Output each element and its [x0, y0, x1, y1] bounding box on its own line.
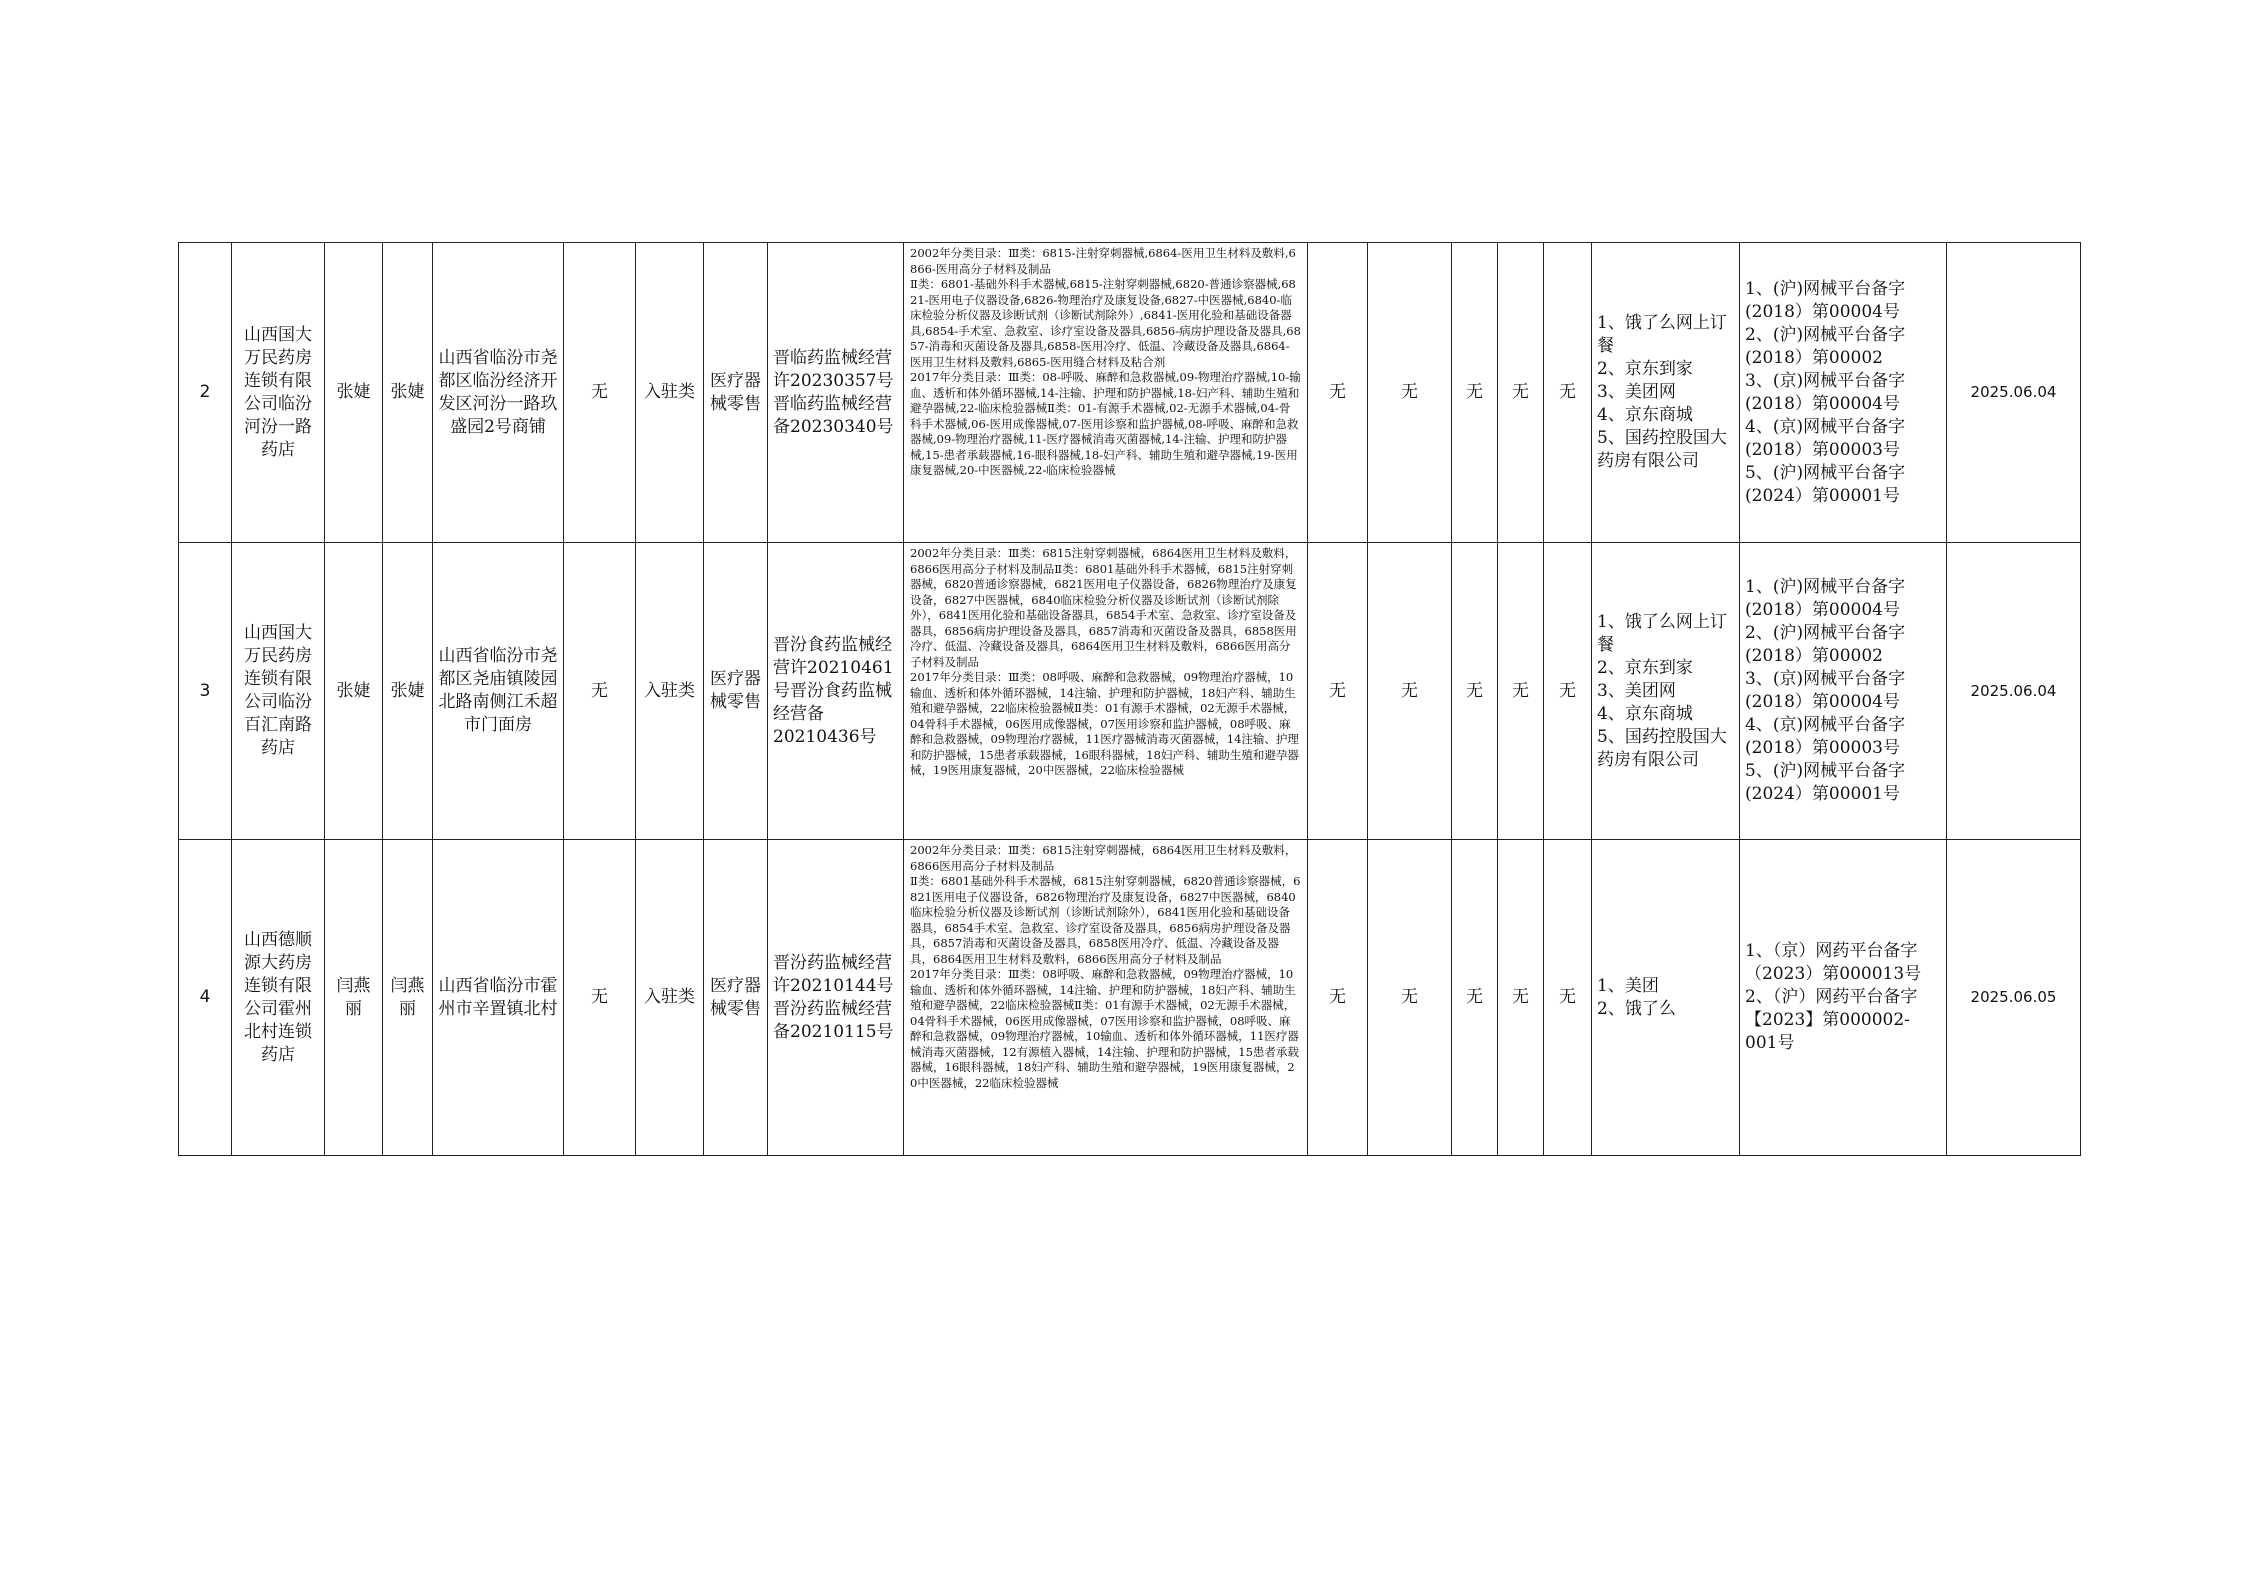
business-type: 医疗器械零售 [704, 543, 768, 840]
platform-record-numbers: 1、(沪)网械平台备字(2018）第00004号 2、(沪)网械平台备字(2018）第00002 3、(京)网械平台备字(2018）第00004号 4、(京)网械平台备字(2018）第00003号 5、(沪)网械平台备字(2024）第00001号 [1740, 243, 1947, 543]
field-c: 无 [1368, 243, 1452, 543]
company-name: 山西德顺源大药房连锁有限公司霍州北村连锁药店 [232, 840, 325, 1156]
field-c: 无 [1368, 840, 1452, 1156]
field-e: 无 [1498, 243, 1544, 543]
business-scope: 2002年分类目录：Ⅲ类：6815注射穿刺器械，6864医用卫生材料及敷料，6866医用高分子材料及制品Ⅱ类：6801基础外科手术器械，6815注射穿刺器械，6820普通诊察器械，6821医用电子仪器设备，6826物理治疗及康复设备，6827中医器械，6840临床检验分析仪器及诊断试剂（诊断试剂除外），6841医用化验和基础设备器具，6854手术室、急救室、诊疗室设备及器具，6856病房护理设备及器具，6857消毒和灭菌设备及器具，6858医用冷疗、低温、冷藏设备及器具，6864医用卫生材料及敷料，6866医用高分子材料及制品 2017年分类目录：Ⅲ类：08呼吸、麻醉和急救器械，09物理治疗器械，10输血、透析和体外循环器械，14注输、护理和防护器械，18妇产科、辅助生殖和避孕器械，22临床检验器械Ⅱ类：01有源手术器械，02无源手术器械，04骨科手术器械，06医用成像器械，07医用诊察和监护器械，08呼吸、麻醉和急救器械，09物理治疗器械，11医疗器械消毒灭菌器械，14注输、护理和防护器械，15患者承载器械，16眼科器械，18妇产科、辅助生殖和避孕器械，19医用康复器械，20中医器械，22临床检验器械 [904, 543, 1308, 840]
platform-type: 入驻类 [636, 840, 704, 1156]
record-date: 2025.06.05 [1947, 840, 2081, 1156]
field-d: 无 [1452, 243, 1498, 543]
field-a: 无 [564, 840, 636, 1156]
table-row [179, 543, 2081, 840]
row-index: 2 [179, 243, 232, 543]
table-row [179, 243, 2081, 543]
field-e: 无 [1498, 840, 1544, 1156]
table-row [179, 840, 2081, 1156]
platform-type: 入驻类 [636, 243, 704, 543]
company-name: 山西国大万民药房连锁有限公司临汾河汾一路药店 [232, 243, 325, 543]
field-d: 无 [1452, 543, 1498, 840]
third-party-platforms: 1、饿了么网上订餐 2、京东到家 3、美团网 4、京东商城 5、国药控股国大药房有限公司 [1592, 243, 1740, 543]
company-name: 山西国大万民药房连锁有限公司临汾百汇南路药店 [232, 543, 325, 840]
person-in-charge: 闫燕丽 [383, 840, 433, 1156]
field-b: 无 [1308, 840, 1368, 1156]
field-f: 无 [1544, 243, 1592, 543]
field-c: 无 [1368, 543, 1452, 840]
business-type: 医疗器械零售 [704, 243, 768, 543]
platform-record-numbers: 1、（京）网药平台备字（2023）第000013号 2、（沪）网药平台备字【2023】第000002-001号 [1740, 840, 1947, 1156]
platform-record-numbers: 1、(沪)网械平台备字(2018）第00004号 2、(沪)网械平台备字(2018）第00002 3、(京)网械平台备字(2018）第00004号 4、(京)网械平台备字(2018）第00003号 5、(沪)网械平台备字(2024）第00001号 [1740, 543, 1947, 840]
field-a: 无 [564, 543, 636, 840]
business-address: 山西省临汾市尧都区尧庙镇陵园北路南侧江禾超市门面房 [433, 543, 564, 840]
platform-type: 入驻类 [636, 543, 704, 840]
registration-table [178, 242, 2081, 1156]
license-number: 晋临药监械经营许20230357号晋临药监械经营备20230340号 [768, 243, 904, 543]
business-address: 山西省临汾市霍州市辛置镇北村 [433, 840, 564, 1156]
person-in-charge: 张婕 [383, 243, 433, 543]
third-party-platforms: 1、美团 2、饿了么 [1592, 840, 1740, 1156]
record-date: 2025.06.04 [1947, 243, 2081, 543]
field-f: 无 [1544, 840, 1592, 1156]
license-number: 晋汾药监械经营许20210144号晋汾药监械经营备20210115号 [768, 840, 904, 1156]
field-d: 无 [1452, 840, 1498, 1156]
field-b: 无 [1308, 243, 1368, 543]
third-party-platforms: 1、饿了么网上订餐 2、京东到家 3、美团网 4、京东商城 5、国药控股国大药房有限公司 [1592, 543, 1740, 840]
business-address: 山西省临汾市尧都区临汾经济开发区河汾一路玖盛园2号商铺 [433, 243, 564, 543]
field-f: 无 [1544, 543, 1592, 840]
field-e: 无 [1498, 543, 1544, 840]
person-in-charge: 张婕 [383, 543, 433, 840]
business-scope: 2002年分类目录：Ⅲ类：6815注射穿刺器械，6864医用卫生材料及敷料，6866医用高分子材料及制品 Ⅱ类：6801基础外科手术器械，6815注射穿刺器械，6820普通诊察器械，6821医用电子仪器设备，6826物理治疗及康复设备，6827中医器械，6840临床检验分析仪器及诊断试剂（诊断试剂除外），6841医用化验和基础设备器具，6854手术室、急救室、诊疗室设备及器具，6856病房护理设备及器具，6857消毒和灭菌设备及器具，6858医用冷疗、低温、冷藏设备及器具，6864医用卫生材料及敷料，6866医用高分子材料及制品 2017年分类目录：Ⅲ类：08呼吸、麻醉和急救器械，09物理治疗器械，10输血、透析和体外循环器械，14注输、护理和防护器械，18妇产科、辅助生殖和避孕器械，22临床检验器械Ⅱ类：01有源手术器械，02无源手术器械，04骨科手术器械，06医用成像器械，07医用诊察和监护器械，08呼吸、麻醉和急救器械，09物理治疗器械，10输血、透析和体外循环器械，11医疗器械消毒灭菌器械，12有源植入器械，14注输、护理和防护器械，15患者承载器械，16眼科器械，18妇产科、辅助生殖和避孕器械，19医用康复器械，20中医器械，22临床检验器械 [904, 840, 1308, 1156]
field-b: 无 [1308, 543, 1368, 840]
legal-representative: 张婕 [325, 243, 383, 543]
record-date: 2025.06.04 [1947, 543, 2081, 840]
field-a: 无 [564, 243, 636, 543]
row-index: 4 [179, 840, 232, 1156]
license-number: 晋汾食药监械经营许20210461号晋汾食药监械经营备20210436号 [768, 543, 904, 840]
business-scope: 2002年分类目录：Ⅲ类：6815-注射穿刺器械,6864-医用卫生材料及敷料,6866-医用高分子材料及制品 Ⅱ类：6801-基础外科手术器械,6815-注射穿刺器械,6820-普通诊察器械,6821-医用电子仪器设备,6826-物理治疗及康复设备,6827-中医器械,6840-临床检验分析仪器及诊断试剂（诊断试剂除外）,6841-医用化验和基础设备器具,6854-手术室、急救室、诊疗室设备及器具,6856-病房护理设备及器具,6857-消毒和灭菌设备及器具,6858-医用冷疗、低温、冷藏设备及器具,6864-医用卫生材料及敷料,6865-医用缝合材料及粘合剂 2017年分类目录：Ⅲ类：08-呼吸、麻醉和急救器械,09-物理治疗器械,10-输血、透析和体外循环器械,14-注输、护理和防护器械,18-妇产科、辅助生殖和避孕器械,22-临床检验器械Ⅱ类：01-有源手术器械,02-无源手术器械,04-骨科手术器械,06-医用成像器械,07-医用诊察和监护器械,08-呼吸、麻醉和急救器械,09-物理治疗器械,11-医疗器械消毒灭菌器械,14-注输、护理和防护器械,15-患者承载器械,16-眼科器械,18-妇产科、辅助生殖和避孕器械,19-医用康复器械,20-中医器械,22-临床检验器械 [904, 243, 1308, 543]
business-type: 医疗器械零售 [704, 840, 768, 1156]
legal-representative: 张婕 [325, 543, 383, 840]
row-index: 3 [179, 543, 232, 840]
legal-representative: 闫燕丽 [325, 840, 383, 1156]
